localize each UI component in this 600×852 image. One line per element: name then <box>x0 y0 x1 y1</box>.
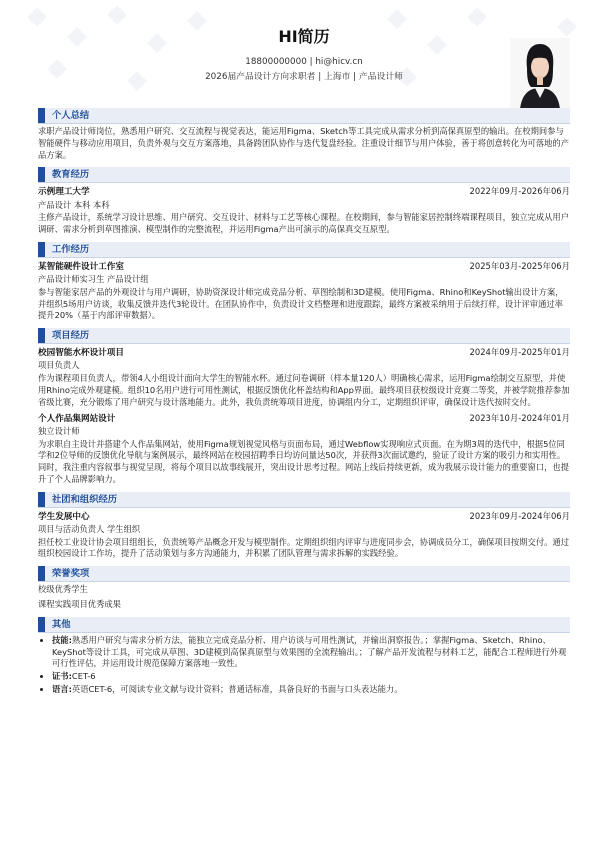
work-entry <box>38 261 570 322</box>
item-text: 熟悉用户研究与需求分析方法，能独立完成竞品分析、用户访谈与可用性测试，并输出洞察报告。；掌握Figma、Sketch、Rhino、KeyShot等设计工具，可完成从草图、3D建模到高保真原型与效果图的全流程输出。；了解产品开发流程与材料工艺，能配合工程师进行外观可行性评估，并运用设计规范保障方案落地一致性。 <box>52 634 567 669</box>
section-title: 个人总结 <box>52 110 90 121</box>
project-name: 个人作品集网站设计 <box>38 413 116 424</box>
organization-name: 学生发展中心 <box>38 511 90 522</box>
project-entry <box>38 413 570 486</box>
summary-text: 求职产品设计师岗位，熟悉用户研究、交互流程与视觉表达，能运用Figma、Sketch等工具完成从需求分析到高保真原型的输出。在校期间参与智能硬件与移动应用项目，负责外观与交互方案落地，具备跨团队协作与迭代复盘经验。注重设计细节与用户体验，善于将创意转化为可落地的产品方案。 <box>38 126 570 160</box>
entry-date: 2023年10月-2024年01月 <box>469 412 570 423</box>
section-header-work <box>38 242 570 257</box>
entry-description: 主修产品设计，系统学习设计思维、用户研究、交互设计、材料与工艺等核心课程。在校期间，参与智能家居控制终端课程项目，独立完成从用户调研、需求分析到草图推演、模型制作的完整流程，并运用Figma产出可演示的高保真交互原型。 <box>38 212 570 235</box>
section-title: 社团和组织经历 <box>52 493 118 505</box>
entry-subtitle: 产品设计师实习生 产品设计组 <box>38 274 149 285</box>
resume-name: HI简历 <box>278 27 330 46</box>
entry-subtitle: 产品设计 本科 本科 <box>38 199 110 210</box>
section-header-education <box>38 167 570 182</box>
item-label: 证书: <box>52 671 72 682</box>
entry-date: 2023年09月-2024年06月 <box>469 510 570 521</box>
honor-item: 校级优秀学生 <box>38 584 88 595</box>
entry-description: 作为课程项目负责人，带领4人小组设计面向大学生的智能水杯。通过问卷调研（样本量120人）明确核心需求，运用Figma绘制交互原型，并使用Rhino完成外观建模。组织10名用户进行可用性测试，根据反馈优化杯盖结构和App界面。最终项目获校级设计竞赛二等奖，并被学院推荐参加省级比赛，充分锻炼了用户研究与设计落地能力。此外，我负责统筹项目进度，协调组内分工，定期组织评审，确保设计迭代按时交付。 <box>38 373 570 407</box>
company-name: 某智能硬件设计工作室 <box>38 261 124 272</box>
job-intention: 2026届产品设计方向求职者 | 上海市 | 产品设计师 <box>205 72 403 82</box>
section-header-other <box>38 617 570 632</box>
school-name: 示例理工大学 <box>38 187 90 198</box>
entry-subtitle: 项目与活动负责人 学生组织 <box>38 523 141 534</box>
section-title: 项目经历 <box>52 330 90 342</box>
entry-date: 2025年03月-2025年06月 <box>469 260 570 271</box>
other-list <box>38 635 570 696</box>
section-title: 荣誉奖项 <box>52 568 90 580</box>
education-entry <box>38 186 570 236</box>
campus-entry <box>38 511 570 561</box>
entry-description: 担任校工业设计协会项目组组长，负责统筹产品概念开发与模型制作。定期组织组内评审与进度同步会，协调成员分工，确保项目按期交付。通过组织校园设计工作坊，提升了活动策划与多方沟通能力，并积累了团队管理与需求拆解的实践经验。 <box>38 536 570 559</box>
section-header-projects <box>38 328 570 343</box>
item-label: 语言: <box>52 683 72 694</box>
item-text: 英语CET-6，可阅读专业文献与设计资料；普通话标准，具备良好的书面与口头表达能力。 <box>71 683 403 694</box>
entry-date: 2024年09月-2025年01月 <box>469 347 570 358</box>
resume-header <box>38 0 570 102</box>
item-label: 技能: <box>52 634 72 645</box>
entry-description: 为求职自主设计并搭建个人作品集网站，使用Figma规划视觉风格与页面布局，通过Webflow实现响应式页面。在为期3周的迭代中，根据5位同学和2位导师的反馈优化导航与案例展示，最终网站在校园招聘季日均访问量达50次，并获得3次面试邀约，验证了设计方案的吸引力和实用性。同时，我注重内容叙事与视觉呈现，将每个项目以故事线展开，突出设计思考过程。网站上线后持续更新，成为我展示设计能力的重要窗口，也提升了个人品牌影响力。 <box>38 438 570 484</box>
contact-info: 18800000000 | hi@hicv.cn <box>245 57 363 67</box>
section-title: 其他 <box>52 618 71 630</box>
section-header-honors <box>38 566 570 581</box>
project-name: 校园智能水杯设计项目 <box>38 348 124 359</box>
entry-description: 参与智能家居产品的外观设计与用户调研，协助资深设计师完成竞品分析、草图绘制和3D建模。使用Figma、Rhino和KeyShot输出设计方案，并组织5场用户访谈，收集反馈并迭代3轮设计。在团队协作中，负责设计文档整理和进度跟踪，最终方案被采纳用于后续打样，设计评审通过率提升20%（基于内部评审数据）。 <box>38 286 564 321</box>
project-entry <box>38 347 570 408</box>
list-item <box>52 684 570 696</box>
section-header-campus <box>38 492 570 507</box>
honor-item: 课程实践项目优秀成果 <box>38 598 121 609</box>
section-title: 工作经历 <box>52 243 90 255</box>
section-header-summary <box>38 108 570 123</box>
item-text: CET-6 <box>71 671 96 682</box>
entry-date: 2022年09月-2026年06月 <box>469 186 570 197</box>
entry-subtitle: 项目负责人 <box>38 360 80 371</box>
section-title: 教育经历 <box>52 169 90 181</box>
entry-subtitle: 独立设计师 <box>38 425 80 436</box>
list-item <box>52 671 570 683</box>
list-item <box>52 635 570 670</box>
